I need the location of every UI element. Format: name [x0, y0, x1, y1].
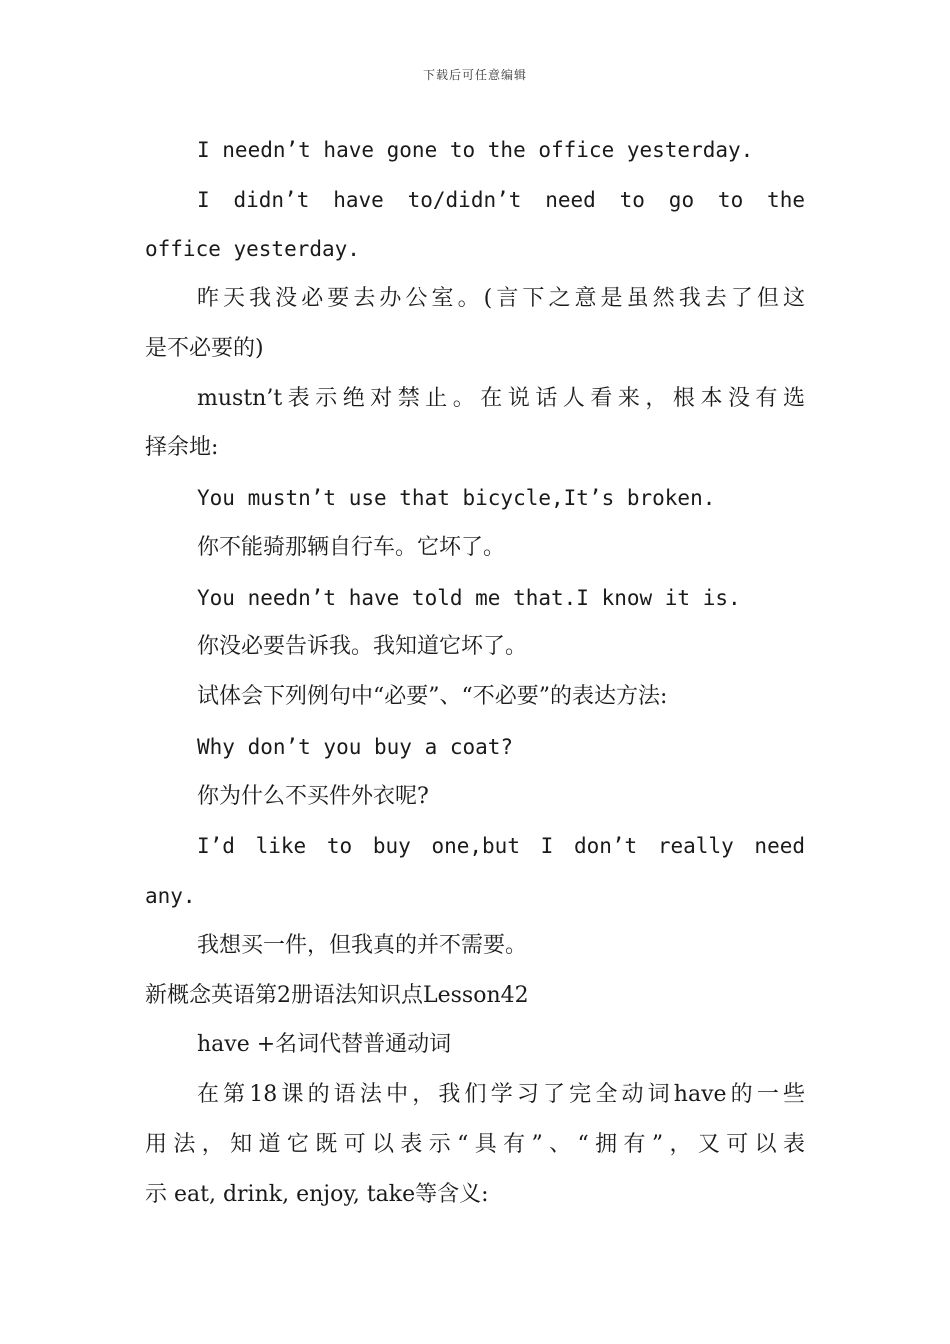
text-line-5: 是不必要的) — [145, 336, 264, 361]
text-line-8: You mustn’t use that bicycle,It’s broken. — [197, 486, 716, 510]
text-line-21: 用法，知道它既可以表示“具有”、“拥有”，又可以表 — [145, 1132, 805, 1157]
text-line-12: 试体会下列例句中“必要”、“不必要”的表达方法: — [197, 684, 668, 709]
text-line-13: Why don’t you buy a coat? — [197, 735, 514, 759]
text-line-11: 你没必要告诉我。我知道它坏了。 — [197, 634, 528, 659]
page-header-note: 下载后可任意编辑 — [422, 68, 527, 82]
text-line-19: have +名词代替普通动词 — [197, 1032, 452, 1057]
text-line-16: any. — [145, 884, 196, 908]
text-line-4: 昨天我没必要去办公室。(言下之意是虽然我去了但这 — [197, 286, 805, 311]
text-line-2: I didn’t have to/didn’t need to go to the — [197, 188, 805, 212]
text-line-15: I’d like to buy one,but I don’t really need — [197, 834, 805, 858]
text-line-10: You needn’t have told me that.I know it is. — [197, 586, 741, 610]
text-line-20: 在第18课的语法中，我们学习了完全动词have的一些 — [197, 1082, 805, 1107]
text-line-3: office yesterday. — [145, 237, 360, 261]
text-line-9: 你不能骑那辆自行车。它坏了。 — [197, 535, 506, 560]
text-line-22: 示 eat, drink, enjoy, take等含义: — [145, 1182, 489, 1207]
text-line-7: 择余地: — [145, 435, 219, 460]
text-line-14: 你为什么不买件外衣呢? — [197, 784, 429, 809]
text-line-1: I needn’t have gone to the office yesterday. — [197, 138, 754, 162]
text-line-17: 我想买一件，但我真的并不需要。 — [197, 933, 528, 958]
section-heading: 新概念英语第2册语法知识点Lesson42 — [145, 983, 529, 1008]
text-line-6: mustn’t表示绝对禁止。在说话人看来，根本没有选 — [197, 386, 805, 411]
